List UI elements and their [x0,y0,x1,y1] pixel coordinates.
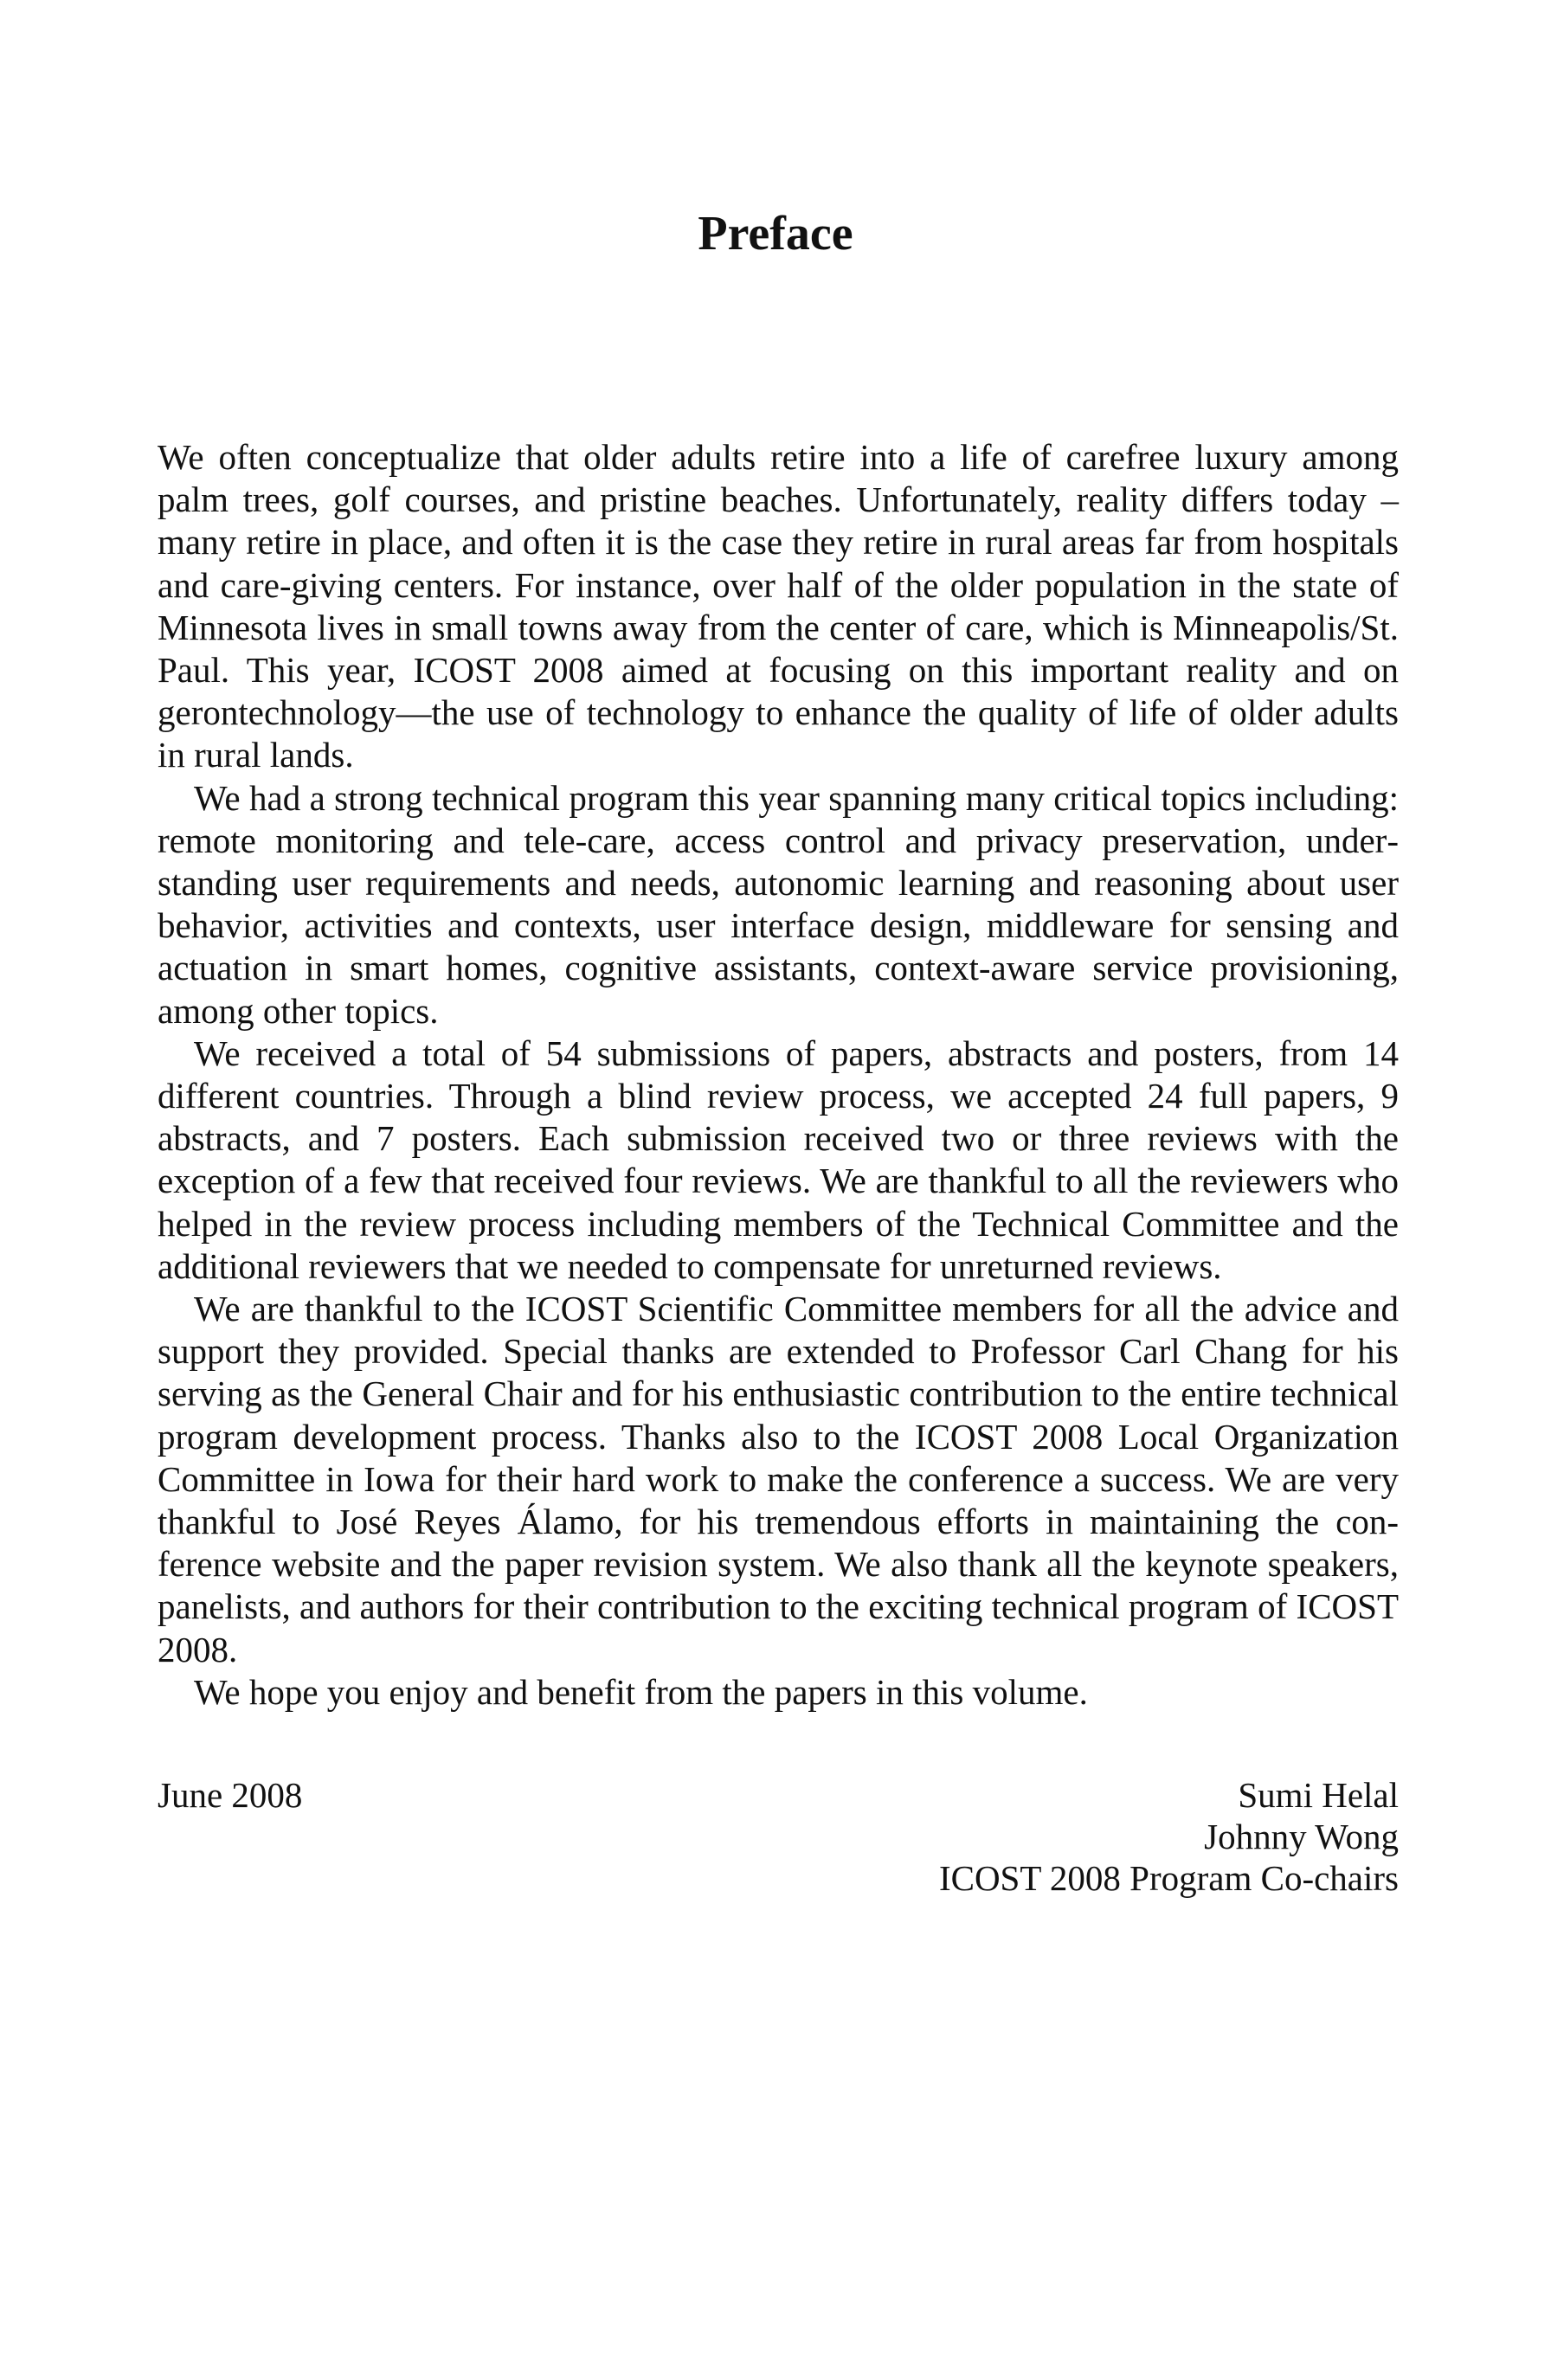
paragraph: We are thankful to the ICOST Scientific Committee members for all the advice and support they provided. Special thanks are extended to Professor Carl Chang for his serving as the General Chair and for his enthusiastic contribution to the entire technical program development process. Thanks also to the ICOST 2008 Local Organization Committee in Iowa for their hard work to make the conference a success. We are very thankful to José Reyes Álamo, for his tremendous efforts in maintaining the conference website and the paper revision system. We also thank all the keynote speakers, panelists, and authors for their contribution to the exciting technical program of ICOST 2008. [158,1289,1399,1669]
paragraph: We hope you enjoy and benefit from the papers in this volume. [194,1671,1088,1712]
date: June 2008 [158,1775,303,1815]
paragraph: We often conceptualize that older adults retire into a life of carefree luxury among palm trees, golf courses, and pristine beaches. Unfortunately, reality differs today – many retire in place, and often it is the case they retire in rural areas far from hospitals and care-giving centers. For instance, over half of the older population in the state of Minnesota lives in small towns away from the center of care, which is Minneapolis/St. Paul. This year, ICOST 2008 aimed at focusing on this important reality and on gerontechnology—the use of technology to enhance the quality of life of older adults in rural lands. [158,437,1399,775]
signer-name: Johnny Wong [1204,1817,1399,1856]
paragraph: We had a strong technical program this year spanning many critical topics including: remote monitoring and tele-care, access control and privacy preservation, understanding user requirements and needs, autonomic learning and reasoning about user behavior, activities and contexts, user interface design, middleware for sensing and actuation in smart homes, cognitive assistants, context-aware service provisioning, among other topics. [158,777,1399,1031]
signers [939,1774,1399,1899]
signer-role: ICOST 2008 Program Co-chairs [938,1858,1399,1898]
preface-body [158,436,1399,1714]
page-title: Preface [698,207,853,261]
paragraph: We received a total of 54 submissions of papers, abstracts and posters, from 14 different countries. Through a blind review process, we accepted 24 full papers, 9 abstracts, and 7 posters. Each submission received two or three reviews with the exception of a few that received four reviews. We are thankful to all the reviewers who helped in the review process including members of the Technical Committee and the additional reviewers that we needed to compensate for unreturned reviews. [158,1032,1399,1286]
signer-name: Sumi Helal [1238,1775,1399,1815]
